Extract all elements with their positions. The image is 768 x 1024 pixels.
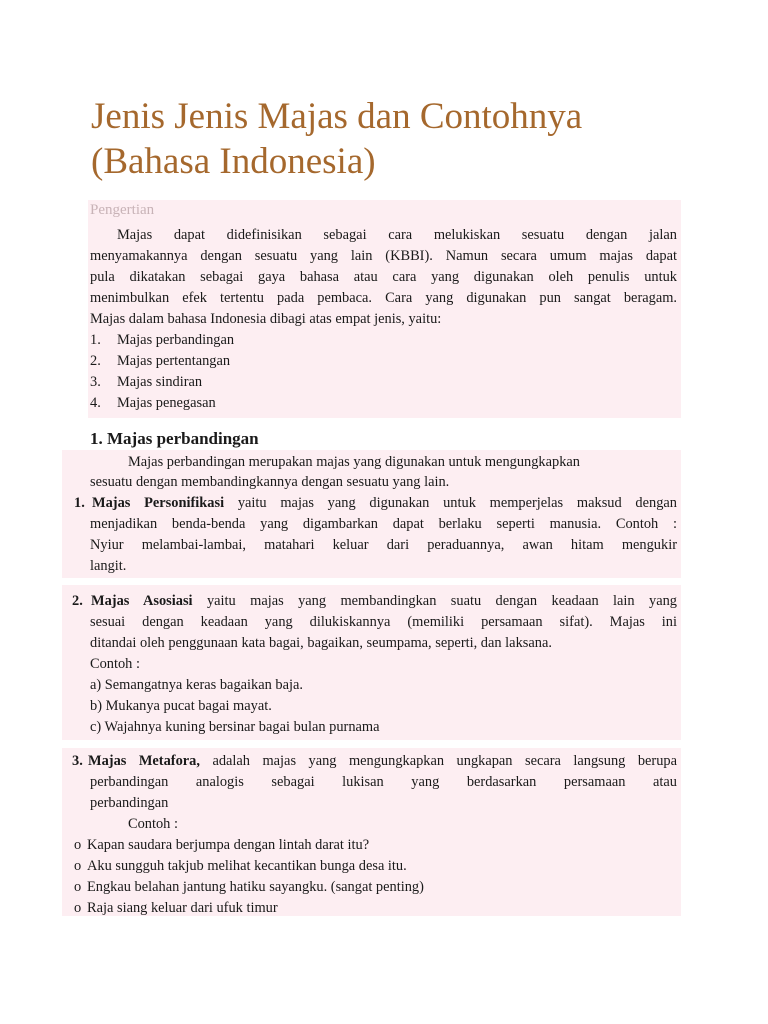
- example-item: Aku sungguh takjub melihat kecantikan bunga desa itu.: [87, 858, 407, 874]
- intro-line: menimbulkan efek tertentu pada pembaca. Cara yang digunakan pun sangat beragam.: [90, 290, 677, 306]
- term-definition: adalah majas yang mengungkapkan ungkapan secara langsung berupa: [199, 753, 677, 769]
- term-personifikasi: Majas Personifikasi: [92, 495, 225, 511]
- section-description: sesuatu dengan membandingkannya dengan sesuatu yang lain.: [90, 474, 450, 490]
- paragraph-line: perbandingan: [90, 795, 169, 811]
- paragraph-line: perbandingan analogis sebagai lukisan yang berdasarkan persamaan atau: [90, 774, 677, 790]
- list-item-number: 3.: [90, 374, 101, 390]
- title-line-2: (Bahasa Indonesia): [91, 141, 376, 182]
- metafora-first-line: [88, 751, 677, 771]
- term-definition: yaitu majas yang digunakan untuk memperjelas maksud dengan: [224, 495, 677, 511]
- title-line-1: Jenis Jenis Majas dan Contohnya: [91, 96, 583, 137]
- intro-line: menyamakannya dengan sesuatu yang lain (KBBI). Namun secara umum majas dapat: [90, 248, 677, 264]
- section-description: Majas perbandingan merupakan majas yang digunakan untuk mengungkapkan: [128, 454, 580, 470]
- example-item: Kapan saudara berjumpa dengan lintah darat itu?: [87, 837, 370, 853]
- intro-line: Majas dalam bahasa Indonesia dibagi atas empat jenis, yaitu:: [90, 311, 442, 327]
- asosiasi-first-line: [91, 591, 677, 611]
- paragraph-line: menjadikan benda-benda yang digambarkan dapat berlaku seperti manusia. Contoh :: [90, 516, 677, 532]
- document-title: [91, 94, 691, 184]
- term-metafora: Majas Metafora,: [88, 753, 200, 769]
- section-heading: 1. Majas perbandingan: [90, 429, 259, 448]
- section-subtitle: Pengertian: [90, 202, 155, 218]
- example-item: Engkau belahan jantung hatiku sayangku. (sangat penting): [87, 879, 424, 895]
- example-item: a) Semangatnya keras bagaikan baja.: [90, 677, 303, 693]
- term-definition: yaitu majas yang membandingkan suatu dengan keadaan lain yang: [192, 593, 678, 609]
- term-asosiasi: Majas Asosiasi: [91, 593, 193, 609]
- example-item: c) Wajahnya kuning bersinar bagai bulan purnama: [90, 719, 380, 735]
- item-number: 2.: [72, 593, 83, 609]
- bullet-icon: o: [74, 879, 82, 895]
- contoh-label: Contoh :: [128, 816, 178, 832]
- paragraph-line: langit.: [90, 558, 127, 574]
- personifikasi-first-line: [92, 493, 677, 513]
- item-number: 1.: [74, 495, 85, 511]
- example-item: Raja siang keluar dari ufuk timur: [87, 900, 278, 916]
- intro-line: Majas dapat didefinisikan sebagai cara melukiskan sesuatu dengan jalan: [117, 227, 677, 243]
- bullet-icon: o: [74, 900, 82, 916]
- paragraph-line: Nyiur melambai-lambai, matahari keluar dari peraduannya, awan hitam mengukir: [90, 537, 677, 553]
- example-item: b) Mukanya pucat bagai mayat.: [90, 698, 272, 714]
- list-item-text: Majas pertentangan: [117, 353, 231, 369]
- intro-line: pula dikatakan sebagai gaya bahasa atau cara yang digunakan oleh penulis untuk: [90, 269, 677, 285]
- list-item-number: 4.: [90, 395, 101, 411]
- paragraph-line: sesuai dengan keadaan yang dilukiskannya (memiliki persamaan sifat). Majas ini: [90, 614, 677, 630]
- item-number: 3.: [72, 753, 83, 769]
- list-item-number: 1.: [90, 332, 101, 348]
- list-item-text: Majas perbandingan: [117, 332, 235, 348]
- bullet-icon: o: [74, 858, 82, 874]
- list-item-text: Majas sindiran: [117, 374, 203, 390]
- bullet-icon: o: [74, 837, 82, 853]
- list-item-text: Majas penegasan: [117, 395, 216, 411]
- list-item-number: 2.: [90, 353, 101, 369]
- contoh-label: Contoh :: [90, 656, 140, 672]
- paragraph-line: ditandai oleh penggunaan kata bagai, bagaikan, seumpama, seperti, dan laksana.: [90, 635, 552, 651]
